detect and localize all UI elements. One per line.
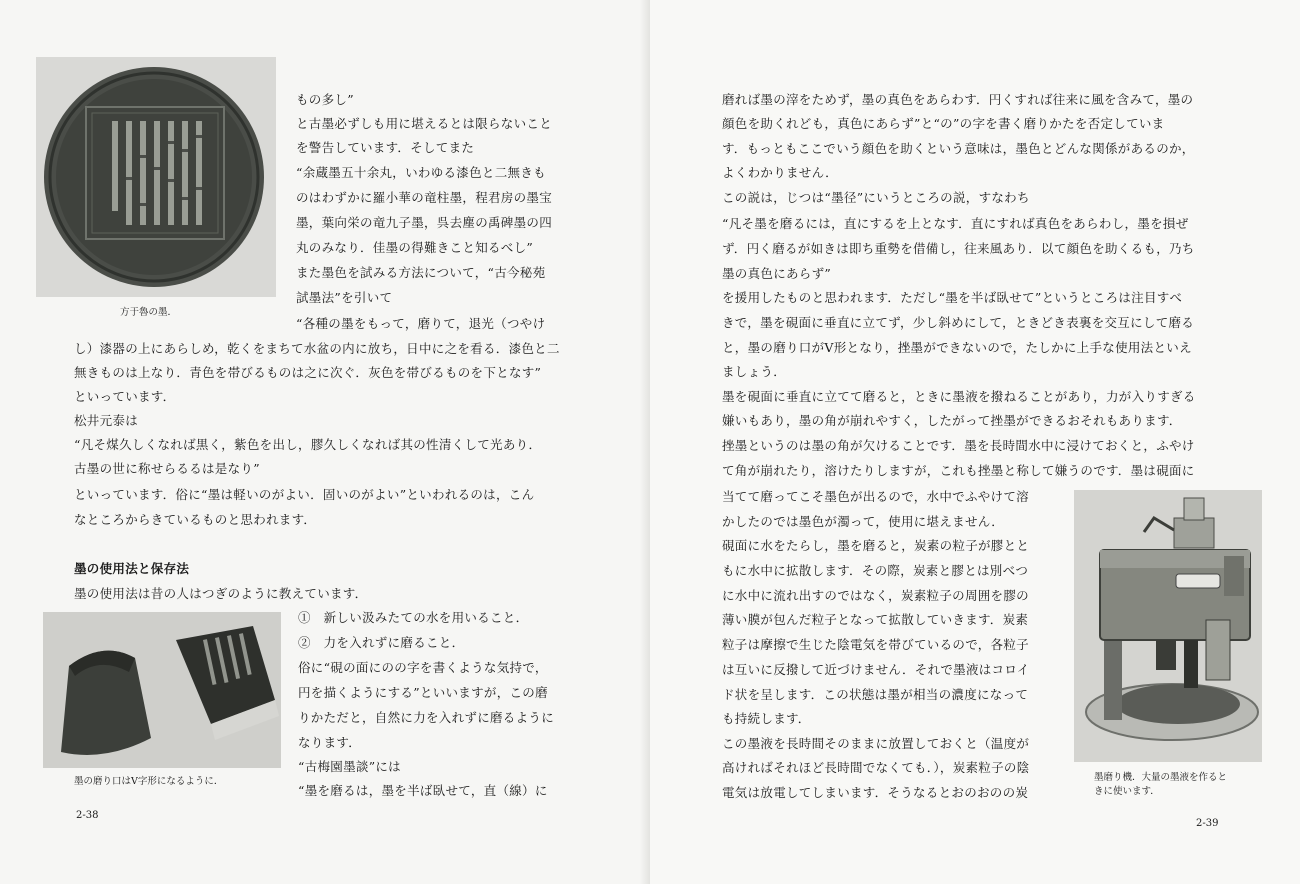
text-line: といっています． <box>74 389 176 404</box>
text-line: この墨液を長時間そのままに放置しておくと（温度が <box>722 736 1030 751</box>
ink-sticks-caption: 墨の磨り口はV字形になるように． <box>74 776 224 787</box>
ink-sticks-photo <box>43 612 281 768</box>
text-line: を援用したものと思われます．ただし“墨を半ば臥せて”というところは注目すべ <box>722 290 1183 305</box>
text-line: 顔色を助くれども，真色にあらず”と“の”の字を書く磨りかたを否定していま <box>722 116 1165 131</box>
text-line: よくわかりません． <box>722 165 838 180</box>
text-line: も持続します． <box>722 711 811 726</box>
text-line: 墨を硯面に垂直に立てて磨ると，ときに墨液を撥ねることがあり，力が入りすぎる <box>722 389 1196 404</box>
text-line: もに水中に拡散します．その際，炭素と膠とは別べつ <box>722 563 1029 578</box>
text-line: 嫌いもあり，墨の角が崩れやすく，したがって挫墨ができるおそれもあります． <box>722 413 1182 428</box>
text-line: もの多し” <box>296 92 354 107</box>
text-line: ① 新しい汲みたての水を用いること． <box>298 610 529 625</box>
text-line: なところからきているものと思われます． <box>74 512 317 527</box>
text-line: 墨，葉向栄の竜九子墨，呉去塵の禹碑墨の四 <box>296 215 553 230</box>
text-line: かしたのでは墨色が濁って，使用に堪えません． <box>722 514 1005 529</box>
text-line: “墨を磨るは，墨を半ば臥せて，直（線）に <box>298 783 548 798</box>
text-line: 円を描くようにする”といいますが，この磨 <box>298 685 548 700</box>
text-line: 薄い膜が包んだ粒子となって拡散していきます．炭素 <box>722 612 1029 627</box>
text-line: “古梅園墨談”には <box>298 759 401 774</box>
text-line: 試墨法”を引いて <box>296 290 393 305</box>
text-line: 無きものは上なり．青色を帯びるものは之に次ぐ．灰色を帯びるものを下となす” <box>74 365 542 380</box>
text-line: て角が崩れたり，溶けたりしますが，これも挫墨と称して嫌うのです．墨は硯面に <box>722 463 1195 478</box>
text-line: 古墨の世に称せらるるは是なり” <box>74 461 260 476</box>
text-line: 墨の使用法は昔の人はつぎのように教えています． <box>74 586 368 601</box>
text-line: は互いに反撥して近づけません．それで墨液はコロイ <box>722 662 1030 677</box>
text-line: 俗に“硯の面にのの字を書くような気持で， <box>298 660 548 675</box>
text-line: と古墨必ずしも用に堪えるとは限らないこと <box>296 116 553 131</box>
text-line: 粒子は摩擦で生じた陰電気を帯びているので，各粒子 <box>722 637 1029 652</box>
text-line: “余蔵墨五十余丸，いわゆる漆色と二無きも <box>296 165 546 180</box>
text-line: ず．円く磨るが如きは即ち重勢を借備し，往来風あり．以て顔色を助くるも，乃ち <box>722 241 1195 256</box>
text-line: 硯面に水をたらし，墨を磨ると，炭素の粒子が膠とと <box>722 538 1030 553</box>
text-line: ましょう． <box>722 364 787 379</box>
text-line: 高ければそれほど長時間でなくても．），炭素粒子の陰 <box>722 760 1030 775</box>
page-number-right: 2-39 <box>1196 818 1219 829</box>
text-line: 松井元泰は <box>74 413 139 428</box>
machine-caption: 墨磨り機．大量の墨液を作ると <box>1094 772 1228 783</box>
text-line: を警告しています．そしてまた <box>296 140 475 155</box>
text-line: “各種の墨をもって，磨りて，退光（つやけ <box>296 316 546 331</box>
ink-grinding-machine-photo <box>1074 490 1262 762</box>
text-line: ② 力を入れずに磨ること． <box>298 635 465 650</box>
text-line: 電気は放電してしまいます．そうなるとおのおのの炭 <box>722 785 1029 800</box>
text-line: ド状を呈します．この状態は墨が相当の濃度になって <box>722 687 1029 702</box>
text-line: 当てて磨ってこそ墨色が出るので，水中でふやけて溶 <box>722 489 1029 504</box>
text-line: 墨の真色にあらず” <box>722 266 832 281</box>
text-line: 挫墨というのは墨の角が欠けることです．墨を長時間水中に浸けておくと，ふやけ <box>722 438 1195 453</box>
text-line: のはわずかに羅小華の竜柱墨，程君房の墨宝 <box>296 190 553 205</box>
text-line: し）漆器の上にあらしめ，乾くをまちて水盆の内に放ち，日中に之を看る．漆色と二 <box>74 341 560 356</box>
text-line: なります． <box>298 735 362 750</box>
section-heading: 墨の使用法と保存法 <box>74 561 190 576</box>
page-number-left: 2-38 <box>76 810 99 821</box>
text-line: きで，墨を硯面に垂直に立てず，少し斜めにして，ときどき表裏を交互にして磨る <box>722 315 1195 330</box>
right-page <box>650 0 1300 884</box>
text-line: 丸のみなり．佳墨の得難きこと知るべし” <box>296 240 534 255</box>
text-line: “凡そ煤久しくなれば黒く，紫色を出し，膠久しくなれば其の性清くして光あり． <box>74 437 542 452</box>
text-line: この説は，じつは“墨径”にいうところの説，すなわち <box>722 190 1030 205</box>
text-line: “凡そ墨を磨るには，直にするを上となす．直にすれば真色をあらわし，墨を損ぜ <box>722 216 1189 231</box>
ink-disc-caption: 方于魯の墨． <box>120 307 178 318</box>
ink-disc-photo <box>36 57 276 297</box>
text-line: また墨色を試みる方法について，“古今秘苑 <box>296 265 546 280</box>
text-line: す．もっともここでいう顔色を助くという意味は，墨色とどんな関係があるのか， <box>722 141 1195 156</box>
text-line: りかただと，自然に力を入れずに磨るように <box>298 710 555 725</box>
text-line: 磨れば墨の滓をためず，墨の真色をあらわす．円くすれば往来に風を含みて，墨の <box>722 92 1194 107</box>
text-line: といっています．俗に“墨は軽いのがよい．固いのがよい”といわれるのは，こん <box>74 487 535 502</box>
text-line: と，墨の磨り口がV形となり，挫墨ができないので，たしかに上手な使用法といえ <box>722 340 1192 355</box>
text-line: に水中に流れ出すのではなく，炭素粒子の周囲を膠の <box>722 588 1029 603</box>
machine-caption: きに使います． <box>1094 786 1160 797</box>
